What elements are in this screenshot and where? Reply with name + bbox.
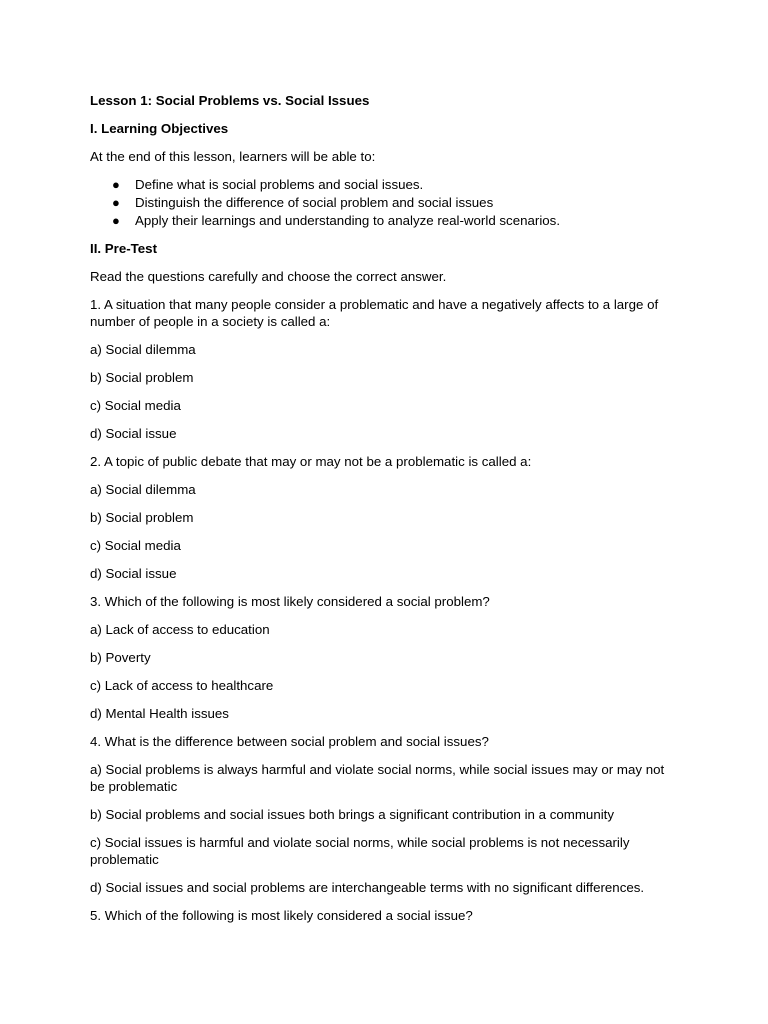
q1-option-c: c) Social media [90,398,181,413]
objective-text: Distinguish the difference of social problem and social issues [135,195,494,210]
q2-option-b: b) Social problem [90,510,194,525]
q4-option-c: c) Social issues is harmful and violate social norms, while social problems is not necessarily problematic [90,835,630,867]
q1-option-d: d) Social issue [90,426,177,441]
objective-item [90,212,680,229]
pretest-instructions: Read the questions carefully and choose the correct answer. [90,269,447,284]
objective-text: Define what is social problems and social issues. [135,177,424,192]
objective-item [90,176,680,193]
question-4: 4. What is the difference between social problem and social issues? [90,734,489,749]
objective-text: Apply their learnings and understanding to analyze real-world scenarios. [135,213,561,228]
q3-option-b: b) Poverty [90,650,151,665]
bullet-icon: ● [112,195,120,210]
lesson-title: Lesson 1: Social Problems vs. Social Issues [90,93,370,108]
question-1: 1. A situation that many people consider a problematic and have a negatively affects to a large of number of people in a society is called a: [90,297,659,329]
bullet-icon: ● [112,177,120,192]
pretest-heading: II. Pre-Test [90,241,157,256]
q1-option-a: a) Social dilemma [90,342,196,357]
bullet-icon: ● [112,213,120,228]
q4-option-b: b) Social problems and social issues both brings a significant contribution in a community [90,807,615,822]
objective-item [90,194,680,211]
document-page [90,92,680,935]
q4-option-d: d) Social issues and social problems are interchangeable terms with no significant differences. [90,880,645,895]
q3-option-d: d) Mental Health issues [90,706,229,721]
q2-option-c: c) Social media [90,538,181,553]
q1-option-b: b) Social problem [90,370,194,385]
objectives-heading: I. Learning Objectives [90,121,229,136]
objectives-intro: At the end of this lesson, learners will be able to: [90,149,376,164]
q3-option-a: a) Lack of access to education [90,622,270,637]
q3-option-c: c) Lack of access to healthcare [90,678,274,693]
question-3: 3. Which of the following is most likely considered a social problem? [90,594,490,609]
question-5: 5. Which of the following is most likely considered a social issue? [90,908,473,923]
question-2: 2. A topic of public debate that may or may not be a problematic is called a: [90,454,532,469]
q4-option-a: a) Social problems is always harmful and violate social norms, while social issues may or may not be problematic [90,762,665,794]
q2-option-d: d) Social issue [90,566,177,581]
objectives-list [90,176,680,229]
q2-option-a: a) Social dilemma [90,482,196,497]
